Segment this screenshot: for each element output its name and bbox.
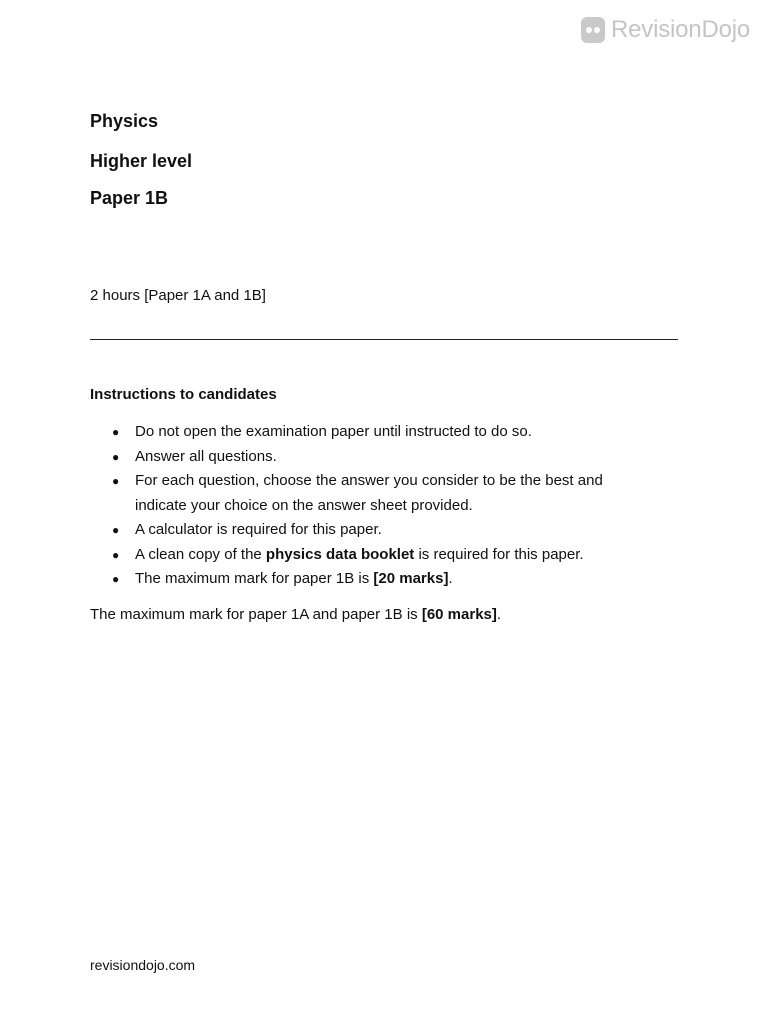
brand-name: RevisionDojo <box>611 16 750 43</box>
list-item: ● The maximum mark for paper 1B is [20 marks]. <box>90 567 650 592</box>
total-marks: [60 marks] <box>421 606 497 623</box>
data-booklet-emphasis: physics data booklet <box>265 545 415 563</box>
subject-title: Physics <box>90 111 159 131</box>
exam-duration: 2 hours [Paper 1A and 1B] <box>90 287 266 304</box>
divider <box>90 339 678 340</box>
bullet-icon: ● <box>112 474 120 488</box>
revisiondojo-logo-icon <box>581 17 605 43</box>
level-title: Higher level <box>90 151 193 171</box>
list-item: ● Do not open the examination paper until instructed to do so. <box>90 420 650 445</box>
paper-title: Paper 1B <box>90 188 169 208</box>
paper-marks: [20 marks] <box>373 570 449 587</box>
bullet-icon: ● <box>112 449 120 464</box>
instructions-list <box>90 420 650 592</box>
total-marks-note: The maximum mark for paper 1A and paper 1B is [60 marks]. <box>90 606 502 623</box>
list-item: ● Answer all questions. <box>90 445 650 470</box>
list-item: ● A calculator is required for this paper. <box>90 518 650 543</box>
bullet-icon: ● <box>112 572 120 586</box>
brand-logo <box>581 15 750 45</box>
bullet-icon: ● <box>112 547 120 562</box>
list-item: ● For each question, choose the answer you consider to be the best and indicate your choice on the answer sheet provided. <box>90 469 650 518</box>
bullet-icon: ● <box>112 523 120 537</box>
bullet-icon: ● <box>112 425 120 439</box>
instructions-heading: Instructions to candidates <box>90 386 277 403</box>
footer-url: revisiondojo.com <box>90 957 196 973</box>
list-item: ● A clean copy of the physics data booklet is required for this paper. <box>90 543 650 568</box>
